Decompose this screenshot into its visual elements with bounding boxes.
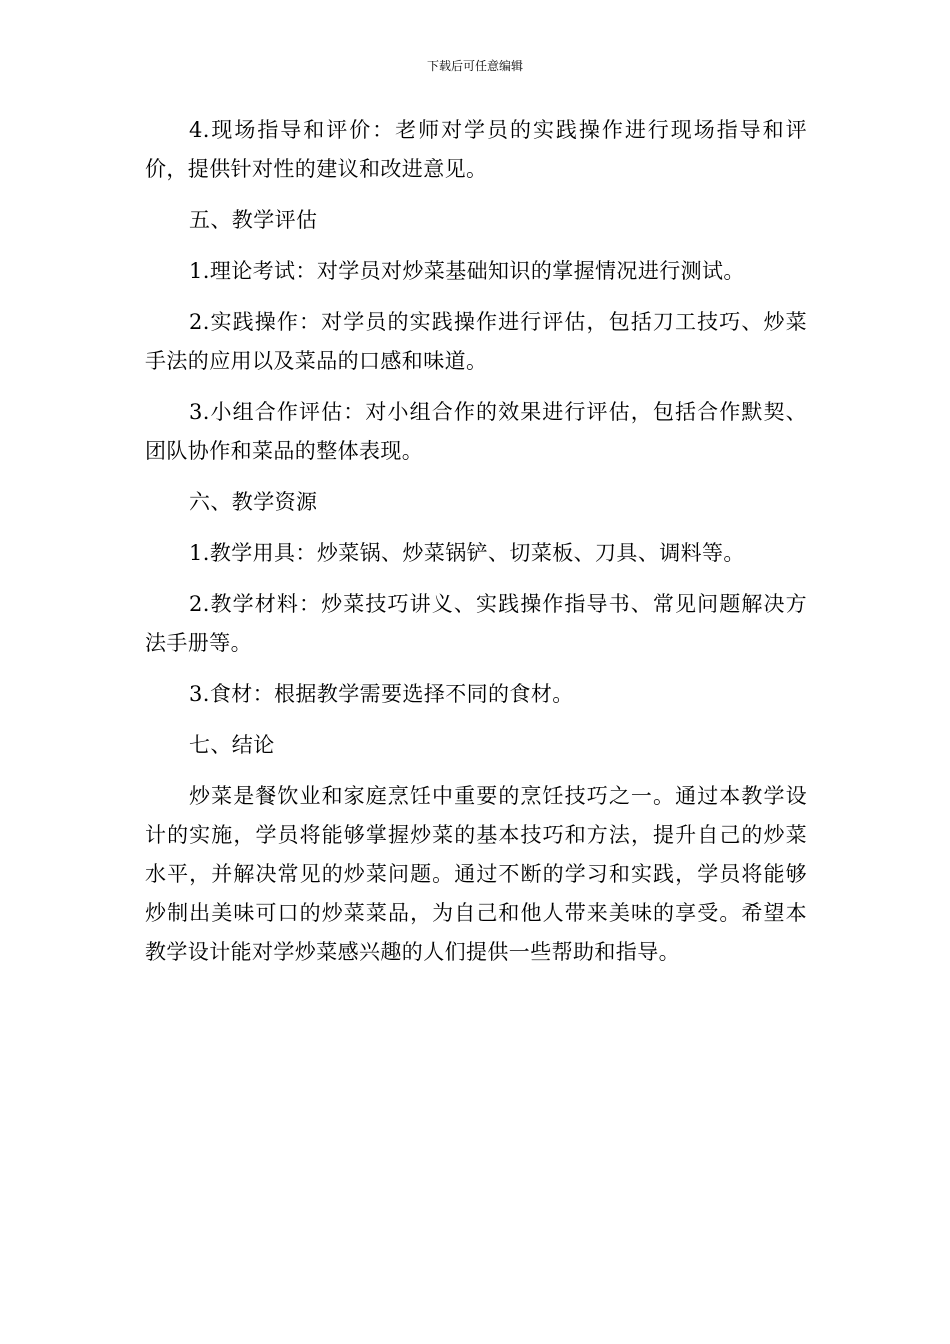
paragraph-theory-exam: 1.理论考试：对学员对炒菜基础知识的掌握情况进行测试。	[189, 259, 745, 283]
paragraph-conclusion: 炒菜是餐饮业和家庭烹饪中重要的烹饪技巧之一。通过本教学设计的实施，学员将能够掌握炒菜的基本技巧和方法，提升自己的炒菜水平，并解决常见的炒菜问题。通过不断的学习和实践，学员将能够炒制出美味可口的炒菜菜品，为自己和他人带来美味的享受。希望本教学设计能对学炒菜感兴趣的人们提供一些帮助和指导。	[145, 784, 807, 964]
section-heading-teaching-evaluation: 五、教学评估	[189, 208, 318, 232]
paragraph-teaching-materials: 2.教学材料：炒菜技巧讲义、实践操作指导书、常见问题解决方法手册等。	[145, 592, 807, 655]
document-body	[145, 111, 807, 984]
paragraph-group-evaluation: 3.小组合作评估：对小组合作的效果进行评估，包括合作默契、团队协作和菜品的整体表现。	[145, 400, 807, 463]
section-heading-teaching-resources: 六、教学资源	[189, 490, 318, 514]
paragraph-onsite-guidance: 4.现场指导和评价：老师对学员的实践操作进行现场指导和评价，提供针对性的建议和改进意见。	[145, 118, 807, 181]
paragraph-ingredients: 3.食材：根据教学需要选择不同的食材。	[189, 682, 574, 706]
paragraph-practical-operation: 2.实践操作：对学员的实践操作进行评估，包括刀工技巧、炒菜手法的应用以及菜品的口感和味道。	[145, 310, 807, 373]
page-header-note: 下载后可任意编辑	[426, 59, 523, 73]
section-heading-conclusion: 七、结论	[189, 733, 275, 757]
paragraph-teaching-tools: 1.教学用具：炒菜锅、炒菜锅铲、切菜板、刀具、调料等。	[189, 541, 745, 565]
